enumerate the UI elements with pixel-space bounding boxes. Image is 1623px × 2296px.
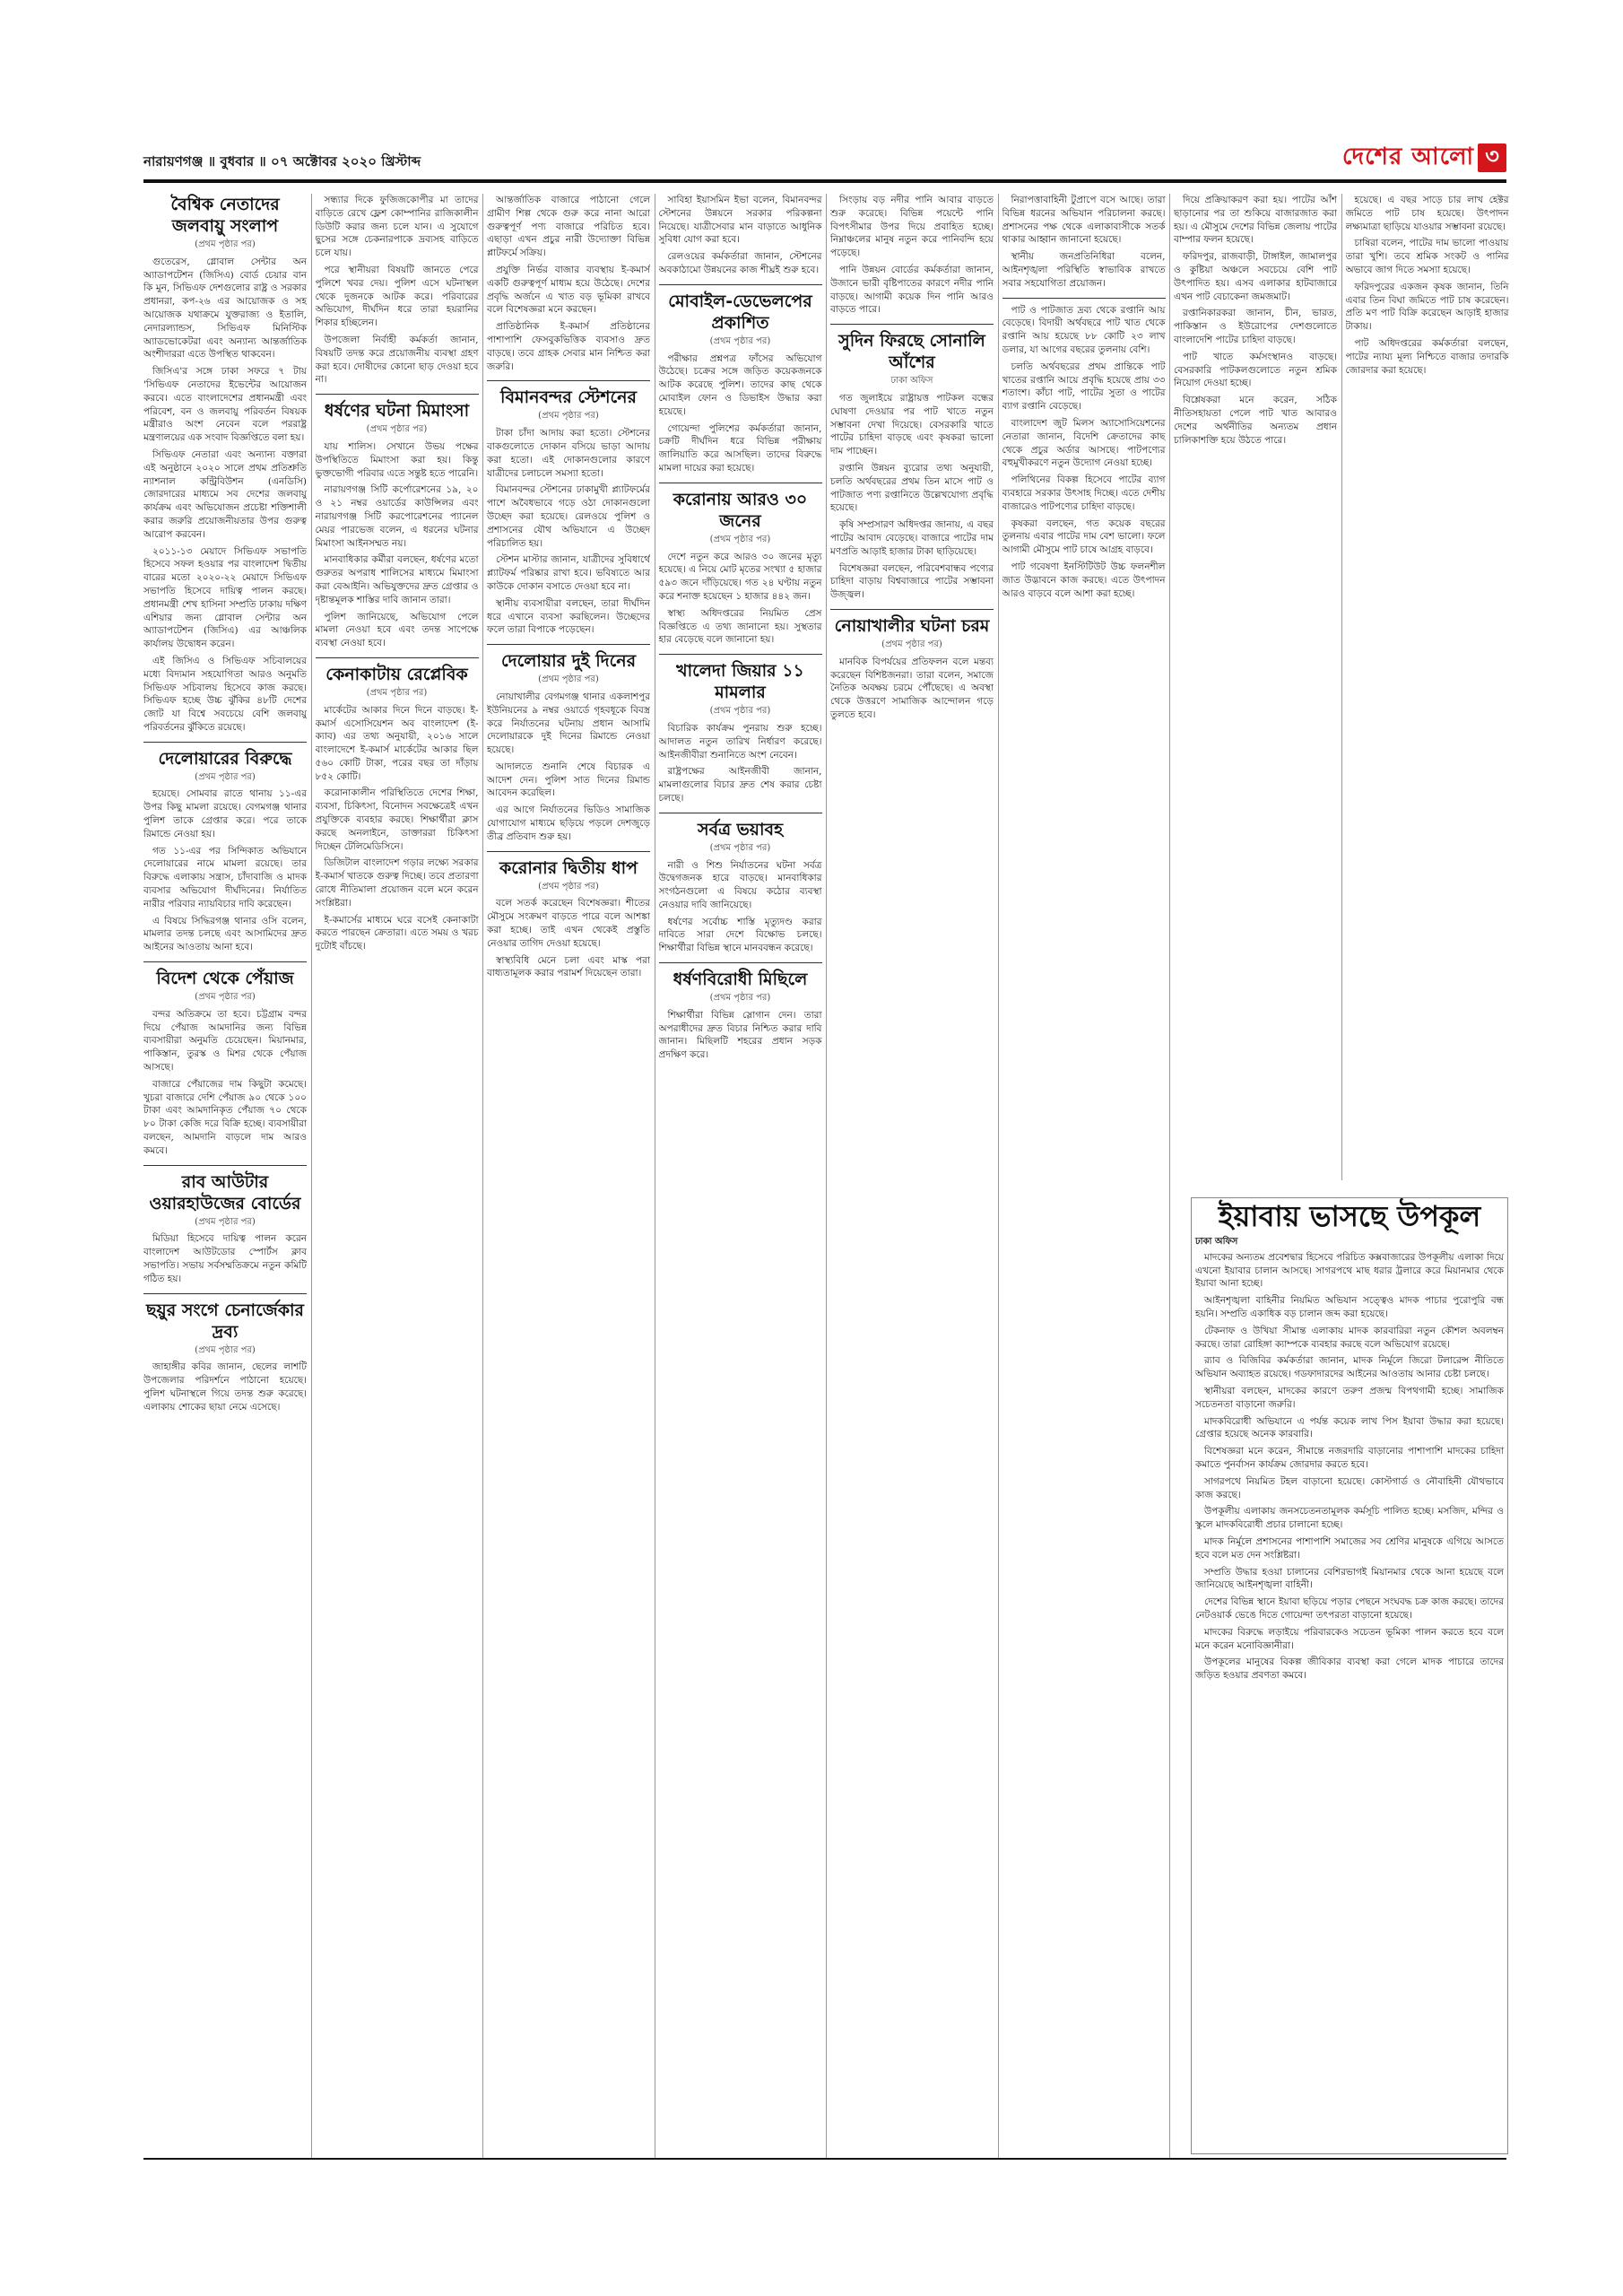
article-headline: করোনায় আরও ৩০ জনের [673, 489, 808, 531]
article-paragraph: ই-কমার্সের মাধ্যমে ঘরে বসেই কেনাকাটা করতে পারছেন ক্রেতারা। এতে সময় ও খরচ দুটোই বাঁচছে। [315, 914, 479, 952]
article-paragraph: পুলিশ জানিয়েছে, অভিযোগ পেলে মামলা নেওয়া হবে এবং তদন্ত সাপেক্ষে ব্যবস্থা নেওয়া হবে। [315, 611, 479, 649]
article-divider [659, 284, 822, 285]
article-divider [830, 609, 994, 610]
article-continuation-note: (প্রথম পৃষ্ঠার পর) [538, 881, 599, 891]
column-rule [1169, 194, 1170, 2158]
article-block [830, 615, 994, 722]
feature-paragraph: সাগরপথে নিয়মিত টহল বাড়ানো হয়েছে। কোস্টগার্ড ও নৌবাহিনী যৌথভাবে কাজ করছে। [1195, 1475, 1504, 1500]
feature-paragraph: বিশেষজ্ঞরা মনে করেন, সীমান্তে নজরদারি বাড়ানোর পাশাপাশি মাদকের চাহিদা কমাতে পুনর্বাসন কার্যক্রম জোরদার করতে হবে। [1195, 1446, 1504, 1470]
article-paragraph: বন্দর অতিক্রমে তা হবে। চট্টগ্রাম বন্দর দিয়ে পেঁয়াজ আমদানির জন্য বিভিন্ন ব্যবসায়ীরা অনুমতি চেয়েছেন। মিয়ানমার, পাকিস্তান, তুরস্ক ও মিশর থেকে পেঁয়াজ আসছে। [143, 1008, 307, 1074]
article-divider [143, 742, 307, 743]
article-continuation-note: (প্রথম পৃষ্ঠার পর) [195, 771, 256, 782]
article-continuation-note: (প্রথম পৃষ্ঠার পর) [366, 687, 428, 698]
article-paragraph: আদালতে শুনানি শেষে বিচারক এ আদেশ দেন। পুলিশ সাত দিনের রিমান্ড আবেদন করেছিল। [487, 761, 650, 799]
article-paragraph: বলে সতর্ক করেছেন বিশেষজ্ঞরা। শীতের মৌসুমে সংক্রমণ বাড়তে পারে বলে আশঙ্কা করা হচ্ছে। তাই এখন থেকেই প্রস্তুতি নেওয়ার তাগিদ দেওয়া হয়েছে। [487, 898, 650, 949]
newspaper-logo: দেশের আলো [1341, 144, 1474, 170]
article-headline: মোবাইল-ডেভেলপের প্রকাশিত [668, 291, 812, 333]
article-divider [143, 1165, 307, 1166]
article-paragraph: মানবাধিকার কর্মীরা বলছেন, ধর্ষণের মতো গুরুতর অপরাধ শালিসের মাধ্যমে মিমাংসা করা বেআইনি। অভিযুক্তদের দ্রুত গ্রেপ্তার ও দৃষ্টান্তমূলক শাস্তির দাবি জানান তারা। [315, 554, 479, 605]
article-continuation-note: ঢাকা অফিস [890, 376, 933, 387]
article-continuation-note: (প্রথম পৃষ্ঠার পর) [366, 424, 428, 435]
article-paragraph: মানবিক বিপর্যয়ের প্রতিফলন বলে মন্তব্য করেছেন বিশিষ্টজনরা। তারা বলেন, সমাজে নৈতিক অবক্ষয় চরমে পৌঁছেছে। এ অবস্থা থেকে উত্তরণে সামাজিক আন্দোলন গড়ে তুলতে হবে। [830, 656, 994, 720]
feature-paragraph: উপকূলীয় এলাকায় জনসচেতনতামূলক কর্মসূচি পালিত হচ্ছে। মসজিদ, মন্দির ও স্কুলে মাদকবিরোধী প্রচার চালানো হচ্ছে। [1195, 1506, 1504, 1531]
article-paragraph: নিরাপত্তাবাহিনী টুপ্রাপে বসে আছে। তারা বিভিন্ন ধরনের অভিযান পরিচালনা করছে। প্রশাসনের পক্ষ থেকে এলাকাবাসীকে সতর্ক থাকার আহ্বান জানানো হয়েছে। [1002, 195, 1166, 246]
article-block [1174, 194, 1337, 447]
article-block [143, 1300, 307, 1414]
feature-paragraph: টেকনাফ ও উখিয়া সীমান্ত এলাকায় মাদক কারবারিরা নতুন কৌশল অবলম্বন করছে। তারা রোহিঙ্গা ক্যাম্পকে ব্যবহার করছে বলে অভিযোগ রয়েছে। [1195, 1325, 1504, 1350]
article-continuation-note: (প্রথম পৃষ্ঠার পর) [881, 639, 942, 649]
article-paragraph: স্বাস্থ্যবিধি মেনে চলা এবং মাস্ক পরা বাধ্যতামূলক করার পরামর্শ দিয়েছেন তারা। [487, 954, 650, 979]
column-rule [1341, 194, 1342, 1180]
feature-headline: ইয়াবায় ভাসছে উপকূল [1218, 1199, 1481, 1233]
article-divider [659, 962, 822, 963]
article-continuation-note: (প্রথম পৃষ্ঠার পর) [195, 992, 256, 1003]
feature-paragraph: মাদকের বিরুদ্ধে লড়াইয়ে পরিবারকেও সচেতন ভূমিকা পালন করতে হবে বলে মনে করেন মনোবিজ্ঞানীরা। [1195, 1626, 1504, 1651]
feature-paragraph: সম্প্রতি উদ্ধার হওয়া চালানের বেশিরভাগই মিয়ানমার থেকে আনা হয়েছে বলে জানিয়েছে আইনশৃঙ্খলা বাহিনী। [1195, 1566, 1504, 1591]
page-number: ৩ [1478, 144, 1506, 172]
article-paragraph: বাজারে পেঁয়াজের দাম কিছুটা কমেছে। খুচরা বাজারে দেশি পেঁয়াজ ৯০ থেকে ১০০ টাকা এবং আমদানিকৃত পেঁয়াজ ৭০ থেকে ৮০ টাকা কেজি দরে বিক্রি হচ্ছে। ব্যবসায়ীরা বলছেন, আমদানি বাড়লে দাম আরও কমবে। [143, 1078, 307, 1156]
article-block [659, 660, 822, 805]
article-paragraph: স্টেশন মাস্টার জানান, যাত্রীদের সুবিধার্থে প্ল্যাটফর্ম পরিষ্কার রাখা হবে। ভবিষ্যতে আর কাউকে দোকান বসাতে দেওয়া হবে না। [487, 554, 650, 592]
column-rule [826, 194, 827, 2158]
article-paragraph: জিসিএ'র সঙ্গে ঢাকা সফরে ৭ টায় 'সিভিএফ নেতাদের ইভেন্টের আয়োজন করবে। এতে বাংলাদেশের প্রধানমন্ত্রী এবং পরিবেশ, বন ও জলবায়ু পরিবর্তন বিষয়ক মন্ত্রীরাও অংশ নেবেন বলে পররাষ্ট্র মন্ত্রণালয়ের এক সংবাদ বিজ্ঞপ্তিতে বলা হয়। [143, 366, 307, 444]
news-column [830, 194, 994, 2158]
column-rule [311, 194, 312, 2158]
article-block [659, 194, 822, 277]
article-block [1002, 304, 1166, 601]
newspaper-page [143, 144, 1509, 2161]
article-headline: বৈশ্বিক নেতাদের জলবায়ু সংলাপ [170, 195, 280, 236]
article-paragraph: সন্ধ্যার দিকে ফুজিজকোপীর মা তাদের বাড়িতে রেখে ফ্লেশ কোম্পানির রাজিকালীন ডিউটি করার জন্য চলে যান। এ সুযোগে ছুসের সঙ্গে চেকনারপাকে দ্রব্যসহ বাড়িতে চলে যায়। [315, 195, 479, 259]
article-paragraph: পাট গবেষণা ইনস্টিটিউট উচ্চ ফলনশীল জাত উদ্ভাবনে কাজ করছে। এতে উৎপাদন আরও বাড়বে বলে আশা করা হচ্ছে। [1002, 561, 1166, 599]
feature-article-box [1191, 1197, 1508, 2154]
article-headline: ধর্ষণবিরোধী মিছিলে [673, 970, 808, 990]
article-divider [316, 394, 479, 395]
article-paragraph: ২০১১-১৩ মেয়াদে সিভিএফ সভাপতি হিসেবে সফল হওয়ার পর বাংলাদেশ দ্বিতীয় বারের মতো ২০২০-২২ মেয়াদে সিভিএফ সভাপতি হিসেবে দায়িত্ব পালন করছে। প্রধানমন্ত্রী শেখ হাসিনা সম্প্রতি ঢাকায় দক্ষিণ এশিয়ার জন্য গ্লোবাল সেন্টার অন অ্যাডাপটেশন (জিসিএ) এর আঞ্চলিক কার্যালয় উদ্বোধন করেন। [143, 545, 307, 650]
masthead [1342, 138, 1506, 179]
article-paragraph: ফরিদপুরের একজন কৃষক জানান, তিনি এবার তিন বিঘা জমিতে পাট চাষ করেছেন। প্রতি মণ পাট বিক্রি করেছেন আড়াই হাজার টাকায়। [1345, 281, 1509, 333]
article-block [143, 194, 307, 735]
article-paragraph: হয়েছে। এ বছর সাড়ে চার লাখ হেক্টর জমিতে পাট চাষ হয়েছে। উৎপাদন লক্ষ্যমাত্রা ছাড়িয়ে যাওয়ার সম্ভাবনা রয়েছে। [1345, 195, 1509, 232]
article-headline: নোয়াখালীর ঘটনা চরম [834, 615, 990, 636]
article-continuation-note: (প্রথম পৃষ্ঠার পর) [195, 1216, 256, 1227]
footer-rule [143, 2158, 1506, 2160]
news-column [487, 194, 650, 2158]
article-paragraph: ডিজিটাল বাংলাদেশ গড়ার লক্ষ্যে সরকার ই-কমার্স খাতকে গুরুত্ব দিচ্ছে। তবে প্রতারণা রোধে নীতিমালা প্রয়োজন বলে মনে করেন সংশ্লিষ্টরা। [315, 857, 479, 909]
feature-paragraph: র‌্যাব ও বিজিবির কর্মকর্তারা জানান, মাদক নির্মূলে জিরো টলারেন্স নীতিতে অভিযান অব্যাহত রয়েছে। গডফাদারদের আইনের আওতায় আনার চেষ্টা চলছে। [1195, 1355, 1504, 1380]
article-paragraph: মিডিয়া হিসেবে দায়িত্ব পালন করেন বাংলাদেশ আউটডোর স্পোর্টস ক্লাব সভাপতি। সভায় সর্বসম্মতিক্রমে নতুন কমিটি গঠিত হয়। [143, 1233, 307, 1284]
article-block [143, 748, 307, 954]
article-continuation-note: (প্রথম পৃষ্ঠার পর) [709, 335, 771, 346]
article-paragraph: সিংড়ায় বড় নদীর পানি আবার বাড়তে শুরু করেছে। বিভিন্ন পয়েন্টে পানি বিপৎসীমার উপর দিয়ে প্রবাহিত হচ্ছে। নিম্নাঞ্চলের মানুষ নতুন করে পানিবন্দি হয়ে পড়েছে। [830, 195, 994, 259]
article-paragraph: নোয়াখালীর বেগমগঞ্জ থানার একলাশপুর ইউনিয়নের ৯ নম্বর ওয়ার্ডে গৃহবধূকে বিবস্ত্র করে নির্যাতনের ঘটনায় প্রধান আসামি দেলোয়ারকে দুই দিনের রিমান্ডে নেওয়া হয়েছে। [487, 691, 650, 756]
article-block [830, 194, 994, 317]
article-paragraph: প্রাতিষ্ঠানিক ই-কমার্স প্রতিষ্ঠানের পাশাপাশি ফেসবুকভিত্তিক ব্যবসাও দ্রুত বাড়ছে। তবে গ্রাহক সেবার মান নিশ্চিত করা জরুরি। [487, 321, 650, 372]
article-paragraph: বিমানবন্দর স্টেশনের ঢাকামুখী প্ল্যাটফর্মের পাশে অবৈধভাবে গড়ে ওঠা দোকানগুলো উচ্ছেদ করা হয়েছে। রেলওয়ে পুলিশ ও প্রশাসনের যৌথ অভিযানে এ উচ্ছেদ পরিচালিত হয়। [487, 484, 650, 549]
article-paragraph: গত ১১-এর পর সিন্দিকাত অভিযানে দেলোয়ারের নামে মামলা রয়েছে। তার বিরুদ্ধে এলাকায় সন্ত্রাস, চাঁদাবাজি ও মাদক ব্যবসার অভিযোগ দীর্ঘদিনের। নির্যাতিত নারীর পরিবার ন্যায়বিচার দাবি করেছেন। [143, 845, 307, 909]
article-block [659, 819, 822, 955]
article-paragraph: বিশেষজ্ঞরা বলছেন, পরিবেশবান্ধব পণ্যের চাহিদা বাড়ায় বিশ্ববাজারে পাটের সম্ভাবনা উজ্জ্বল। [830, 562, 994, 601]
article-paragraph: সিভিএফ নেতারা এবং অন্যান্য বক্তারা এই অনুষ্ঠানে ২০২০ সালে প্রথম প্রতিশ্রুতি ন্যাশনাল কন্ট্রিবিউশন (এনডিসি) জোরদারের মাধ্যমে সব দেশের জলবায়ু কার্যক্রম এবং অভিযোজন প্রচেষ্টা শক্তিশালী করার জরুরি প্রয়োজনীয়তার উপর গুরুত্ব আরোপ করবেন। [143, 448, 307, 540]
feature-paragraph: আইনশৃঙ্খলা বাহিনীর নিয়মিত অভিযান সত্ত্বেও মাদক পাচার পুরোপুরি বন্ধ হয়নি। সম্প্রতি একাধিক বড় চালান জব্দ করা হয়েছে। [1195, 1295, 1504, 1319]
article-block [316, 400, 479, 650]
article-continuation-note: (প্রথম পৃষ্ঠার পর) [709, 706, 771, 717]
article-headline: বিদেশ থেকে পেঁয়াজ [156, 969, 294, 989]
news-column [1002, 194, 1166, 2158]
article-paragraph: পরে স্থানীয়রা বিষয়টি জানতে পেরে পুলিশে খবর দেয়। পুলিশ এসে ঘটনাস্থল থেকে দুজনকে আটক করে। পরিবারের অভিযোগ, দীর্ঘদিন ধরে তারা হয়রানির শিকার হচ্ছিলেন। [315, 264, 479, 329]
article-headline: দেলোয়ার দুই দিনের [500, 651, 637, 672]
article-block [659, 489, 822, 647]
article-paragraph: স্থানীয় ব্যবসায়ীরা বলছেন, তারা দীর্ঘদিন ধরে এখানে ব্যবসা করছিলেন। উচ্ছেদের ফলে তারা বিপাকে পড়েছেন। [487, 597, 650, 636]
feature-paragraph: মাদক নির্মূলে প্রশাসনের পাশাপাশি সমাজের সব শ্রেণির মানুষকে এগিয়ে আসতে হবে বলে মত দেন সংশ্লিষ্টরা। [1195, 1535, 1504, 1561]
article-paragraph: রপ্তানি উন্নয়ন ব্যুরোর তথ্য অনুযায়ী, চলতি অর্থবছরের প্রথম তিন মাসে পাট ও পাটজাত পণ্য রপ্তানিতে উল্লেখযোগ্য প্রবৃদ্ধি হয়েছে। [830, 462, 994, 514]
feature-paragraph: উপকূলের মানুষের বিকল্প জীবিকার ব্যবস্থা করা গেলে মাদক পাচারে তাদের জড়িত হওয়ার প্রবণতা কমবে। [1195, 1657, 1504, 1682]
article-paragraph: টাকা চাঁদা আদায় করা হতো। স্টেশনের বাকগুলোতে দোকান বসিয়ে ভাড়া আদায় করা হতো। এই দোকানগুলোর কারণে যাত্রীদের চলাচলে সমস্যা হতো। [487, 428, 650, 479]
article-paragraph: নারী ও শিশু নির্যাতনের ঘটনা সর্বত্র উদ্বেগজনক হারে বাড়ছে। মানবাধিকার সংগঠনগুলো এ বিষয়ে কঠোর ব্যবস্থা নেওয়ার দাবি জানিয়েছে। [658, 859, 822, 910]
article-block [487, 387, 650, 637]
column-rule [482, 194, 483, 2158]
feature-body [1192, 1251, 1507, 1683]
article-paragraph: পাট খাতে কর্মসংস্থানও বাড়ছে। বেসরকারি পাটকলগুলোতে নতুন শ্রমিক নিয়োগ দেওয়া হচ্ছে। [1174, 351, 1337, 389]
article-divider [316, 657, 479, 658]
feature-paragraph: মাদকবিরোধী অভিযানে এ পর্যন্ত কয়েক লাখ পিস ইয়াবা উদ্ধার করা হয়েছে। গ্রেপ্তার হয়েছে অনেক কারবারি। [1195, 1415, 1504, 1440]
news-column [316, 194, 479, 2158]
article-block [1002, 194, 1166, 291]
article-block [143, 968, 307, 1158]
article-paragraph: জাহাঙ্গীর কবির জানান, ছেলের লাশটি উপজেলার পরিদর্শনে পাঠানো হয়েছে। পুলিশ ঘটনাস্থলে গিয়ে তদন্ত শুরু করেছে। এলাকায় শোকের ছায়া নেমে এসেছে। [143, 1361, 307, 1413]
news-column [659, 194, 822, 2158]
column-rule [998, 194, 999, 2158]
article-paragraph: সাবিহা ইয়াসমিন ইভা বলেন, বিমানবন্দর স্টেশনের উন্নয়নে সরকার পরিকল্পনা নিয়েছে। যাত্রীসেবার মান বাড়াতে আধুনিক সুবিধা যোগ করা হবে। [658, 195, 822, 246]
article-block [830, 330, 994, 602]
feature-paragraph: দেশের বিভিন্ন স্থানে ইয়াবা ছড়িয়ে পড়ার পেছনে সংঘবদ্ধ চক্র কাজ করছে। তাদের নেটওয়ার্ক ভেঙে দিতে গোয়েন্দা তৎপরতা বাড়ানো হয়েছে। [1195, 1596, 1504, 1621]
article-paragraph: যায় শালিস। সেখানে উভয় পক্ষের উপস্থিতিতে মিমাংসা করা হয়। কিন্তু ভুক্তভোগী পরিবার এতে সন্তুষ্ট হতে পারেনি। [315, 440, 479, 479]
article-continuation-note: (প্রথম পৃষ্ঠার পর) [538, 674, 599, 685]
article-divider [143, 1293, 307, 1294]
article-paragraph: হয়েছে। সোমবার রাতে থানায় ১১-এর উপর কিছু মামলা রয়েছে। বেগমগঞ্জ থানার পুলিশ তাকে গ্রেপ্তার করে। পরে তাকে রিমান্ডে নেওয়া হয়। [143, 788, 307, 839]
article-paragraph: প্রযুক্তি নির্ভর বাজার ব্যবস্থায় ই-কমার্স একটি গুরুত্বপূর্ণ মাধ্যম হয়ে উঠেছে। দেশের প্রবৃদ্ধি অর্জনে এ খাত বড় ভূমিকা রাখবে বলে বিশেষজ্ঞরা মনে করছেন। [487, 264, 650, 316]
article-paragraph: কৃষকরা বলছেন, গত কয়েক বছরের তুলনায় এবার পাটের দাম বেশ ভালো। ফলে আগামী মৌসুমে পাট চাষে আগ্রহ বাড়বে। [1002, 517, 1166, 556]
article-paragraph: চাষিরা বলেন, পাটের দাম ভালো পাওয়ায় তারা খুশি। তবে শ্রমিক সংকট ও পানির অভাবে জাগ দিতে সমস্যা হয়েছে। [1345, 238, 1509, 275]
article-paragraph: মার্কেটের আকার দিনে দিনে বাড়ছে। ই-কমার্স এসোসিয়েশন অব বাংলাদেশ (ই-ক্যাব) এর তথ্য অনুযায়ী, ২০১৬ সালে বাংলাদেশে ই-কমার্স মার্কেটের আকার ছিল ৫৬০ কোটি টাকা, পরের বছর তা দাঁড়ায় ৮৫২ কোটি। [315, 704, 479, 782]
article-paragraph: বিশ্লেষকরা মনে করেন, সঠিক নীতিসহায়তা পেলে পাট খাত আবারও দেশের অর্থনীতির অন্যতম প্রধান চালিকাশক্তি হয়ে উঠতে পারে। [1174, 395, 1337, 446]
dateline: নারায়ণগঞ্জ ॥ বুধবার ॥ ০৭ অক্টোবর ২০২০ খ্রিস্টাব্দ [143, 153, 421, 170]
article-paragraph: করোনাকালীন পরিস্থিতিতে দেশের শিক্ষা, ব্যবসা, চিকিৎসা, বিনোদন সবক্ষেত্রেই এখন প্রযুক্তিকে ব্যবহার করছে। শিক্ষার্থীরা ক্লাস করছে অনলাইনে, ডাক্তাররা চিকিৎসা দিচ্ছেন টেলিমেডিসিনে। [315, 787, 479, 852]
article-headline: কেনাকাটায় রেপ্লেবিক [325, 664, 468, 684]
article-block [1346, 194, 1509, 377]
article-paragraph: পাট ও পাটজাত দ্রব্য থেকে রপ্তানি আয় বেড়েছে। বিদায়ী অর্থবছরে পাট খাত থেকে রপ্তানি আয় হয়েছে ৮৮ কোটি ২৩ লাখ ডলার, যা আগের বছরের তুলনায় বেশি। [1002, 304, 1166, 355]
article-paragraph: স্বাস্থ্য অধিদপ্তরের নিয়মিত প্রেস বিজ্ঞপ্তিতে এ তথ্য জানানো হয়। সুস্থতার হার বেড়েছে বলে জানানো হয়। [658, 607, 822, 646]
feature-byline: ঢাকা অফিস [1195, 1237, 1238, 1247]
article-paragraph: বাংলাদেশ জুট মিলস অ্যাসোসিয়েশনের নেতারা জানান, বিদেশি ক্রেতাদের কাছ থেকে প্রচুর অর্ডার আসছে। পাটপণ্যের বহুমুখীকরণে নতুন উদ্যোগ নেওয়া হচ্ছে। [1002, 417, 1166, 469]
article-paragraph: স্থানীয় জনপ্রতিনিধিরা বলেন, আইনশৃঙ্খলা পরিস্থিতি স্বাভাবিক রাখতে সবার সহযোগিতা প্রয়োজন। [1002, 251, 1166, 289]
page-header [143, 144, 1506, 183]
article-paragraph: ফরিদপুর, রাজবাড়ী, টাঙ্গাইল, জামালপুর ও কুষ্টিয়া অঞ্চলে সবচেয়ে বেশি পাট উৎপাদিত হয়। এসব এলাকার হাটবাজারে এখন পাট বেচাকেনা জমজমাট। [1174, 251, 1337, 302]
article-paragraph: পলিথিনের বিকল্প হিসেবে পাটের ব্যাগ ব্যবহারে সরকার উৎসাহ দিচ্ছে। এতে দেশীয় বাজারেও পাটপণ্যের চাহিদা বাড়ছে। [1002, 474, 1166, 512]
article-paragraph: গত জুলাইয়ে রাষ্ট্রায়ত্ত পাটকল বন্ধের ঘোষণা দেওয়ার পর পাট খাতে নতুন সম্ভাবনা দেখা দিয়েছে। বেসরকারি খাতে পাটের চাহিদা বাড়ছে এবং কৃষকরা ভালো দাম পাচ্ছেন। [830, 392, 994, 457]
article-block [487, 857, 650, 981]
article-paragraph: ধর্ষণের সর্বোচ্চ শাস্তি মৃত্যুদণ্ড করার দাবিতে সারা দেশে বিক্ষোভ চলছে। শিক্ষার্থীরা বিভিন্ন স্থানে মানববন্ধন করেছে। [658, 916, 822, 954]
article-paragraph: দিয়ে প্রক্রিয়াকরণ করা হয়। পাটের আঁশ ছাড়ানোর পর তা শুকিয়ে বাজারজাত করা হয়। এ মৌসুমে দেশের বিভিন্ন জেলায় পাটের বাম্পার ফলন হয়েছে। [1174, 195, 1337, 246]
article-divider [487, 851, 650, 852]
article-paragraph: কৃষি সম্প্রসারণ অধিদপ্তর জানায়, এ বছর পাটের আবাদ বেড়েছে। বাজারে পাটের দাম মণপ্রতি আড়াই হাজার টাকা ছাড়িয়েছে। [830, 519, 994, 557]
article-headline: ধর্ষণের ঘটনা মিমাংসা [324, 401, 470, 422]
article-continuation-note: (প্রথম পৃষ্ঠার পর) [538, 411, 599, 422]
article-paragraph: উপজেলা নির্বাহী কর্মকর্তা জানান, বিষয়টি তদন্ত করে প্রয়োজনীয় ব্যবস্থা গ্রহণ করা হবে। দোষীদের কোনো ছাড় দেওয়া হবে না। [315, 334, 479, 386]
article-block [659, 291, 822, 475]
article-continuation-note: (প্রথম পৃষ্ঠার পর) [709, 993, 771, 1004]
article-paragraph: নারায়ণগঞ্জ সিটি কর্পোরেশনের ১৯, ২০ ও ২১ নম্বর ওয়ার্ডের কাউন্সিলর এবং নারায়ণগঞ্জ সিটি করপোরেশনের প্যানেল মেয়র পারভেজ বলেন, এ ধরনের ঘটনার মিমাংসা আইনসম্মত নয়। [315, 484, 479, 549]
article-paragraph: এই জিসিএ ও সিভিএফ সচিবালয়ের মধ্যে বিদ্যমান সহযোগিতা আরও অনুমতি সিভিএফ সচিবালয় হিসেবে কাজ করছে। সিভিএফ হচ্ছে উচ্চ ঝুঁকির ৪৮টি দেশের জোট যা বিশ্বে সবচেয়ে বেশি জলবায়ু পরিবর্তনের ঝুঁকিতে রয়েছে। [143, 655, 307, 733]
feature-paragraph: স্থানীয়রা বলছেন, মাদকের কারণে তরুণ প্রজন্ম বিপথগামী হচ্ছে। সামাজিক সচেতনতা বাড়ানো জরুরি। [1195, 1385, 1504, 1410]
article-paragraph: এ বিষয়ে সিদ্ধিরগঞ্জ থানার ওসি বলেন, মামলার তদন্ত চলছে এবং আসামিদের দ্রুত আইনের আওতায় আনা হবে। [143, 915, 307, 953]
news-column [143, 194, 307, 2158]
article-continuation-note: (প্রথম পৃষ্ঠার পর) [709, 842, 771, 853]
article-divider [830, 324, 994, 325]
article-paragraph: পানি উন্নয়ন বোর্ডের কর্মকর্তারা জানান, উজানে ভারী বৃষ্টিপাতের কারণে নদীর পানি বাড়ছে। আগামী কয়েক দিন পানি আরও বাড়তে পারে। [830, 264, 994, 316]
article-block [487, 650, 650, 844]
article-continuation-note: (প্রথম পৃষ্ঠার পর) [195, 1344, 256, 1355]
article-divider [1002, 298, 1166, 299]
article-block [316, 194, 479, 387]
article-block [143, 1171, 307, 1286]
feature-paragraph: মাদকের অন্যতম প্রবেশদ্বার হিসেবে পরিচিত কক্সবাজারের উপকূলীয় এলাকা দিয়ে এখনো ইয়াবার চালান আসছে। সাগরপথে মাছ ধরার ট্রলারে করে মিয়ানমার থেকে ইয়াবা আনা হচ্ছে। [1195, 1251, 1504, 1290]
article-paragraph: শিক্ষার্থীরা বিভিন্ন স্লোগান দেন। তারা অপরাধীদের দ্রুত বিচার নিশ্চিত করার দাবি জানান। মিছিলটি শহরের প্রধান সড়ক প্রদক্ষিণ করে। [658, 1009, 822, 1061]
article-paragraph: রাষ্ট্রপক্ষের আইনজীবী জানান, মামলাগুলোর বিচার দ্রুত শেষ করার চেষ্টা চলছে। [658, 766, 822, 804]
article-block [487, 194, 650, 373]
article-divider [659, 654, 822, 655]
article-headline: দেলোয়ারের বিরুদ্ধে [158, 748, 292, 769]
article-paragraph: বিচারিক কার্যক্রম পুনরায় শুরু হচ্ছে। আদালত নতুন তারিখ নির্ধারণ করেছে। আইনজীবীরা শুনানিতে অংশ নেবেন। [658, 722, 822, 761]
article-paragraph: চলতি অর্থবছরের প্রথম প্রান্তিকে পাট খাতের রপ্তানি আয়ে প্রবৃদ্ধি হয়েছে প্রায় ৩৩ শতাংশ। কাঁচা পাট, পাটের সুতা ও পাটের ব্যাগ রপ্তানি বেড়েছে। [1002, 361, 1166, 413]
article-block [316, 664, 479, 953]
article-headline: ছয়ুর সংগে চেনার্জেকার দ্রব্য [146, 1300, 304, 1342]
article-paragraph: গুতেরেস, গ্লোবাল সেন্টার অন অ্যাডাপটেশন (জিসিএ) বোর্ড চেয়ার বান কি মুন, সিভিএফ দেশগুলোর রাষ্ট্র ও সরকার প্রধানরা, কপ-২৬ এর আয়োজক ও সহ আয়োজক যথাক্রমে যুক্তরাজ্য ও ইতালি, নেদারল্যান্ডস, সিভিএফ মিনিস্টিক অ্যাডভোকেটরা এবং অন্যান্য আন্তর্জাতিক অংশীদাররা এতে উপস্থিত থাকবেন। [143, 256, 307, 361]
article-headline: রাব আউটার ওয়ারহাউজের বোর্ডের [149, 1171, 301, 1213]
article-headline: সর্বত্র ভয়াবহ [697, 819, 784, 839]
article-continuation-note: (প্রথম পৃষ্ঠার পর) [709, 534, 771, 544]
article-paragraph: আন্তর্জাতিক বাজারে পাঠানো গেলে গ্রামীণ শিল্প থেকে গুরু করে নানা আরো গুরুত্বপূর্ণ পণ্য বাজারে পরিচিত হবে। এছাড়া এখন প্রচুর নারী উদ্যোক্তা বিভিন্ন প্লাটফর্মে সক্রিয়। [487, 195, 650, 259]
article-divider [487, 644, 650, 645]
article-headline: করোনার দ্বিতীয় ধাপ [499, 857, 638, 878]
article-headline: বিমানবন্দর স্টেশনের [500, 387, 637, 408]
article-paragraph: পরীক্ষার প্রশ্নপত্র ফাঁসের অভিযোগ উঠেছে। চক্রের সঙ্গে জড়িত কয়েকজনকে আটক করেছে পুলিশ। তাদের কাছ থেকে মোবাইল ফোন ও ডিভাইস উদ্ধার করা হয়েছে। [658, 352, 822, 417]
article-block [659, 969, 822, 1062]
article-paragraph: গোয়েন্দা পুলিশের কর্মকর্তারা জানান, চক্রটি দীর্ঘদিন ধরে বিভিন্ন পরীক্ষায় জালিয়াতি করে আসছিল। তাদের বিরুদ্ধে মামলা দায়ের করা হয়েছে। [658, 422, 822, 474]
article-paragraph: পাট অধিদপ্তরের কর্মকর্তারা বলছেন, পাটের ন্যায্য মূল্য নিশ্চিতে বাজার তদারকি জোরদার করা হয়েছে। [1345, 337, 1509, 376]
news-column [1346, 194, 1509, 1185]
article-paragraph: রেলওয়ের কর্মকর্তারা জানান, স্টেশনের অবকাঠামো উন্নয়নের কাজ শীঘ্রই শুরু হবে। [658, 251, 822, 275]
article-continuation-note: (প্রথম পৃষ্ঠার পর) [195, 239, 256, 249]
article-headline: সুদিন ফিরছে সোনালি আঁশের [838, 331, 985, 373]
article-paragraph: দেশে নতুন করে আরও ৩০ জনের মৃত্যু হয়েছে। এ নিয়ে মোট মৃতের সংখ্যা ৫ হাজার ৫৯৩ জনে দাঁড়িয়েছে। গত ২৪ ঘণ্টায় নতুন করে শনাক্ত হয়েছেন ১ হাজার ৪৪২ জন। [658, 551, 822, 602]
article-divider [143, 961, 307, 962]
article-paragraph: এর আগে নির্যাতনের ভিডিও সামাজিক যোগাযোগ মাধ্যমে ছড়িয়ে পড়লে দেশজুড়ে তীব্র প্রতিবাদ শুরু হয়। [487, 804, 650, 842]
article-paragraph: রপ্তানিকারকরা জানান, চীন, ভারত, পাকিস্তান ও ইউরোপের দেশগুলোতে বাংলাদেশি পাটের চাহিদা বাড়ছে। [1174, 308, 1337, 345]
article-headline: খালেদা জিয়ার ১১ মামলার [676, 661, 804, 703]
article-divider [487, 380, 650, 381]
